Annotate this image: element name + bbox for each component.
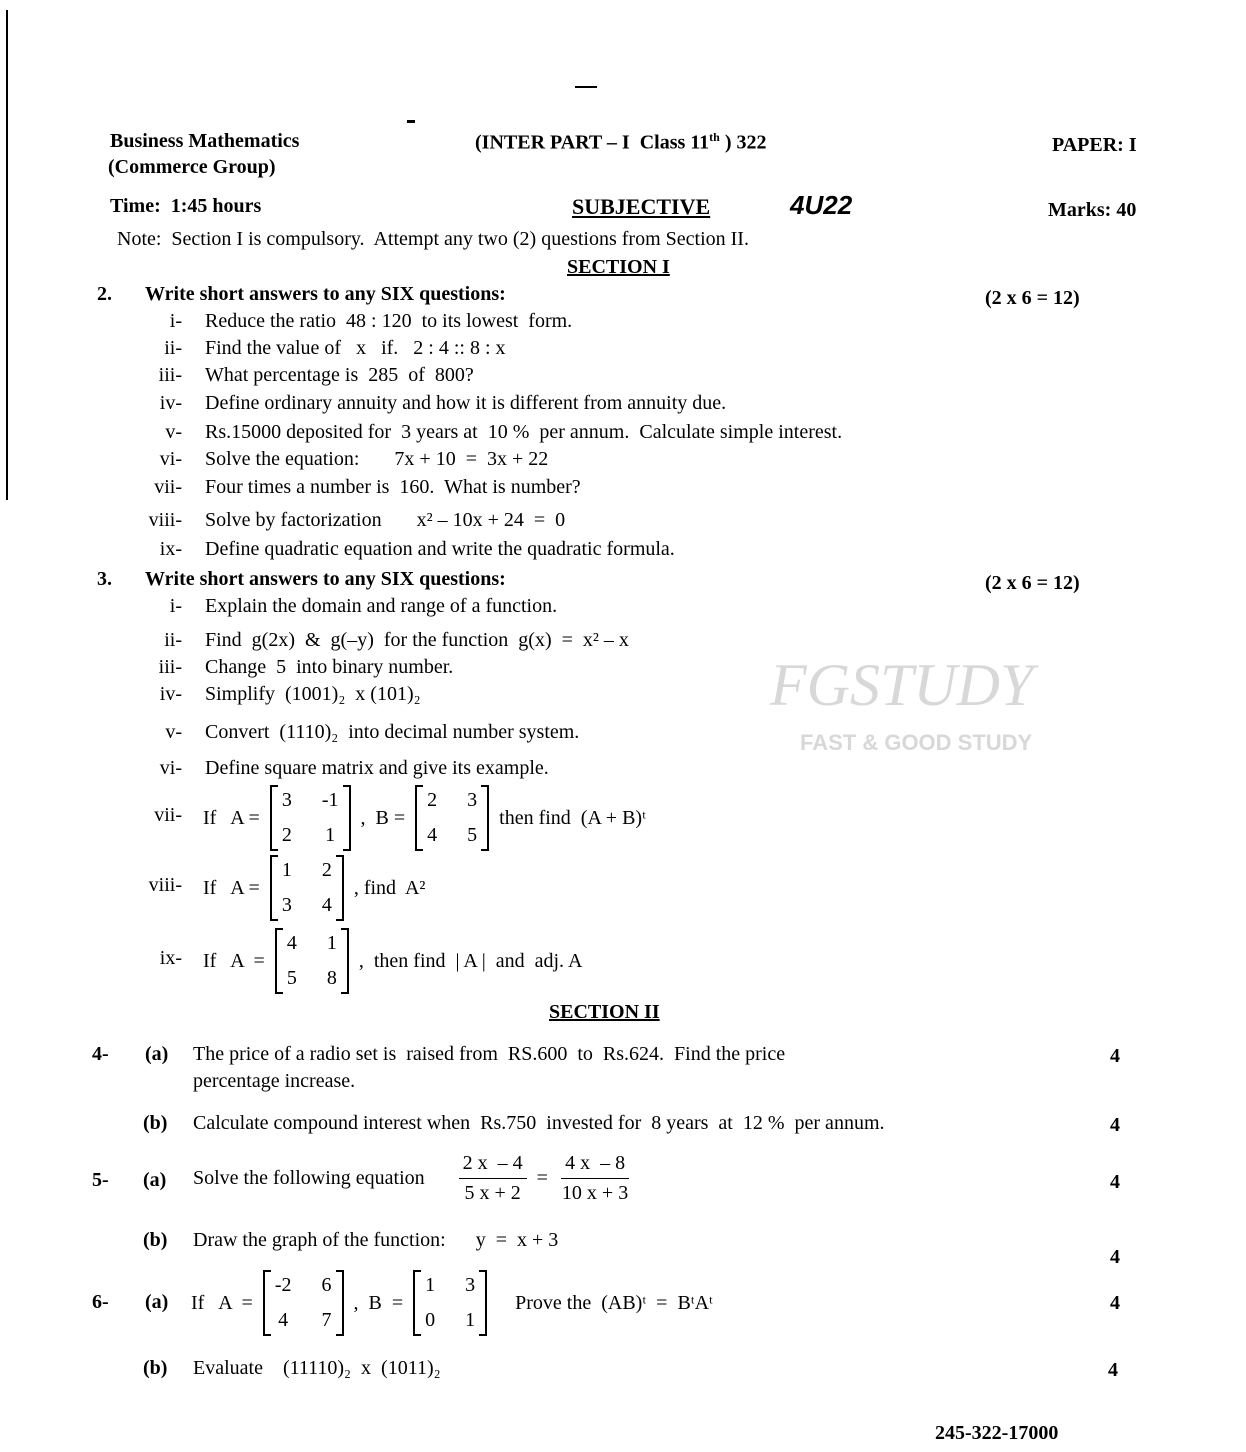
matrix-cell: 4 [321, 894, 332, 916]
list-item-viii [203, 855, 425, 921]
q2-marks: (2 x 6 = 12) [985, 287, 1080, 309]
matrix-cell: 5 [286, 967, 297, 989]
q6-number: 6- [92, 1291, 109, 1313]
instructions-note: Note: Section I is compulsory. Attempt any two (2) questions from Section II. [117, 228, 749, 250]
item-text: If A = [203, 806, 260, 829]
matrix-b [413, 1270, 487, 1336]
item-number: ii- [164, 629, 182, 651]
q5a-text: Solve the following equation [193, 1167, 425, 1189]
list-item: Simplify (1001)₂ x (101)₂ [205, 683, 421, 705]
matrix-cell: 3 [281, 894, 292, 916]
subject-title: Business Mathematics [110, 130, 300, 152]
matrix-cell: 2 [321, 859, 332, 881]
item-number: i- [169, 310, 182, 332]
section-1-title: SECTION I [567, 256, 670, 278]
item-number: vii- [154, 804, 182, 826]
item-text: If A = [203, 876, 260, 899]
matrix-cell: -1 [321, 789, 339, 811]
matrix-b [415, 785, 489, 851]
q6a-question [191, 1270, 713, 1336]
matrix-cell: 1 [465, 1309, 476, 1331]
item-number: iv- [159, 683, 182, 705]
exam-title-sup: th [709, 130, 720, 144]
list-item: Find the value of x if. 2 : 4 :: 8 : x [205, 337, 506, 359]
subjective-heading: SUBJECTIVE [572, 194, 711, 219]
q3-number: 3. [97, 568, 112, 590]
item-text: , find A² [353, 876, 426, 899]
watermark-brand: FGSTUDY [770, 652, 1034, 718]
q4b-text: Calculate compound interest when Rs.750 invested for 8 years at 12 % per annum. [193, 1112, 885, 1134]
matrix-cell: 7 [321, 1309, 332, 1331]
denominator: 5 x + 2 [464, 1182, 521, 1204]
matrix-cell: 1 [281, 859, 292, 881]
q3-marks: (2 x 6 = 12) [985, 572, 1080, 594]
list-item: What percentage is 285 of 800? [205, 364, 474, 386]
matrix-cell: 3 [465, 1274, 476, 1296]
lhs-fraction [459, 1152, 527, 1205]
list-item: Define ordinary annuity and how it is different from annuity due. [205, 392, 727, 414]
scan-margin-line [6, 10, 8, 500]
item-number: viii- [148, 874, 182, 896]
item-text: Prove the (AB)ᵗ = BᵗAᵗ [515, 1291, 713, 1314]
matrix-a [263, 1270, 344, 1336]
list-item-ix [203, 928, 582, 994]
item-number: v- [165, 721, 182, 743]
q5a-label: (a) [143, 1169, 167, 1191]
list-item: Define quadratic equation and write the quadratic formula. [205, 538, 675, 560]
handwritten-code: 4U22 [790, 190, 853, 220]
list-item-vii [203, 785, 646, 851]
matrix-cell: 0 [425, 1309, 436, 1331]
numerator: 4 x – 8 [561, 1152, 629, 1179]
list-item: Change 5 into binary number. [205, 656, 454, 678]
q6b-label: (b) [143, 1357, 168, 1379]
equals-sign: = [536, 1167, 548, 1189]
matrix-cell: 4 [278, 1309, 289, 1331]
q5a-equation [193, 1152, 632, 1205]
paper-code-footer: 245-322-17000 [935, 1422, 1059, 1444]
marks-label: Marks: 40 [1048, 199, 1137, 221]
q3-heading: Write short answers to any SIX questions: [145, 568, 506, 590]
paper-label: PAPER: I [1052, 134, 1137, 156]
matrix-cell: 2 [281, 824, 292, 846]
item-number: ix- [159, 538, 182, 560]
q6a-label: (a) [145, 1291, 169, 1313]
section-2-title: SECTION II [549, 1001, 660, 1023]
q2-heading: Write short answers to any SIX questions: [145, 283, 506, 305]
matrix-cell: 1 [326, 932, 337, 954]
q5b-marks: 4 [1110, 1246, 1120, 1268]
q4b-marks: 4 [1110, 1114, 1120, 1136]
matrix-a [270, 855, 344, 921]
exam-title-text: (INTER PART – I Class 11 [475, 131, 710, 154]
matrix-cell: 6 [321, 1274, 332, 1296]
q6a-marks: 4 [1110, 1292, 1120, 1314]
matrix-a [270, 785, 351, 851]
item-number: vi- [159, 757, 182, 779]
q5b-text: Draw the graph of the function: y = x + 3 [193, 1229, 559, 1251]
item-number: iii- [158, 364, 182, 386]
matrix-cell: 1 [325, 824, 336, 846]
item-number: iv- [159, 392, 182, 414]
list-item: Explain the domain and range of a function. [205, 595, 558, 617]
item-text: , B = [360, 806, 406, 829]
matrix-cell: 1 [425, 1274, 436, 1296]
item-number: v- [165, 421, 182, 443]
item-text: , B = [353, 1291, 404, 1314]
item-text: If A = [203, 949, 265, 972]
q6b-text: Evaluate (11110)₂ x (1011)₂ [193, 1357, 441, 1379]
item-number: ix- [159, 947, 182, 969]
q6b-marks: 4 [1108, 1359, 1118, 1381]
matrix-cell: 4 [427, 824, 438, 846]
q5a-marks: 4 [1110, 1171, 1120, 1193]
matrix-cell: 3 [467, 789, 478, 811]
q4a-text: The price of a radio set is raised from RS.600 to Rs.624. Find the price [193, 1043, 786, 1065]
watermark-tagline: FAST & GOOD STUDY [800, 730, 1033, 755]
q4-number: 4- [92, 1043, 109, 1065]
item-number: vii- [154, 476, 182, 498]
item-number: iii- [158, 656, 182, 678]
list-item: Solve by factorization x² – 10x + 24 = 0 [205, 509, 566, 531]
matrix-cell: 5 [467, 824, 478, 846]
scan-dash [407, 120, 415, 123]
item-text: If A = [191, 1291, 253, 1314]
matrix-cell: 8 [326, 967, 337, 989]
item-number: vi- [159, 448, 182, 470]
list-item: Reduce the ratio 48 : 120 to its lowest form. [205, 310, 573, 332]
matrix-cell: 4 [286, 932, 297, 954]
exam-title [475, 131, 767, 153]
item-text: then find (A + B)ᵗ [499, 806, 646, 829]
matrix-cell: 2 [427, 789, 438, 811]
q4a-label: (a) [145, 1043, 169, 1065]
scan-dash [575, 86, 597, 88]
matrix-cell: -2 [274, 1274, 292, 1296]
exam-code: ) 322 [719, 131, 767, 154]
list-item: Define square matrix and give its example. [205, 757, 549, 779]
subject-group: (Commerce Group) [108, 156, 276, 178]
item-number: i- [169, 595, 182, 617]
list-item: Find g(2x) & g(–y) for the function g(x) = x² – x [205, 629, 629, 651]
q5b-label: (b) [143, 1229, 168, 1251]
list-item: Rs.15000 deposited for 3 years at 10 % per annum. Calculate simple interest. [205, 421, 843, 443]
matrix-a [275, 928, 349, 994]
q2-number: 2. [97, 283, 112, 305]
list-item: Solve the equation: 7x + 10 = 3x + 22 [205, 448, 549, 470]
denominator: 10 x + 3 [561, 1182, 629, 1204]
matrix-cell: 3 [281, 789, 292, 811]
rhs-fraction [558, 1152, 632, 1205]
time-label: Time: 1:45 hours [110, 195, 262, 217]
numerator: 2 x – 4 [459, 1152, 527, 1179]
q4a-marks: 4 [1110, 1045, 1120, 1067]
item-text: , then find | A | and adj. A [358, 949, 583, 972]
item-number: ii- [164, 337, 182, 359]
item-number: viii- [148, 509, 182, 531]
list-item: Convert (1110)₂ into decimal number system. [205, 721, 580, 743]
list-item: Four times a number is 160. What is number? [205, 476, 581, 498]
q4b-label: (b) [143, 1112, 168, 1134]
q5-number: 5- [92, 1169, 109, 1191]
q4a-text-2: percentage increase. [193, 1070, 356, 1092]
